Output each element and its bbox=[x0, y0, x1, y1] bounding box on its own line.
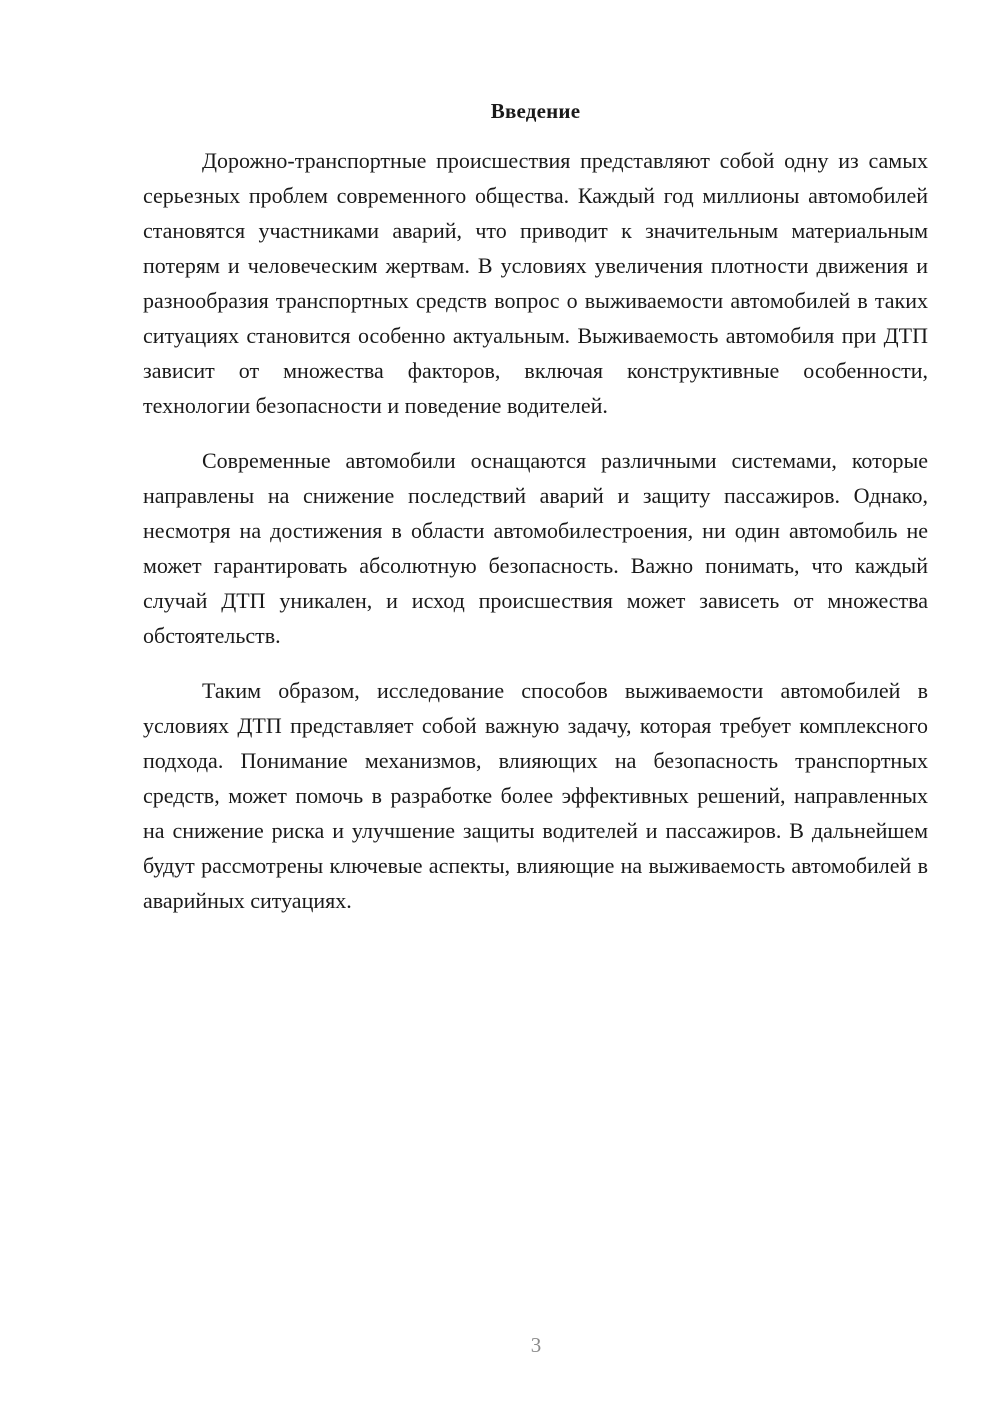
paragraph-3: Таким образом, исследование способов выживаемости автомобилей в условиях ДТП представляет собой важную задачу, которая требует комплексного подхода. Понимание механизмов, влияющих на безопасность транспортных средств, может помочь в разработке более эффективных решений, направленных на снижение риска и улучшение защиты водителей и пассажиров. В дальнейшем будут рассмотрены ключевые аспекты, влияющие на выживаемость автомобилей в аварийных ситуациях. bbox=[143, 678, 928, 913]
paragraph-2: Современные автомобили оснащаются различными системами, которые направлены на снижение последствий аварий и защиту пассажиров. Однако, несмотря на достижения в области автомобилестроения, ни один автомобиль не может гарантировать абсолютную безопасность. Важно понимать, что каждый случай ДТП уникален, и исход происшествия может зависеть от множества обстоятельств. bbox=[143, 448, 928, 648]
section-heading: Введение bbox=[490, 99, 581, 123]
paragraph-1: Дорожно-транспортные происшествия представляют собой одну из самых серьезных проблем современного общества. Каждый год миллионы автомобилей становятся участниками аварий, что приводит к значительным материальным потерям и человеческим жертвам. В условиях увеличения плотности движения и разнообразия транспортных средств вопрос о выживаемости автомобилей в таких ситуациях становится особенно актуальным. Выживаемость автомобиля при ДТП зависит от множества факторов, включая конструктивные особенности, технологии безопасности и поведение водителей. bbox=[143, 148, 928, 418]
body-text bbox=[143, 143, 928, 938]
page-number: 3 bbox=[530, 1333, 542, 1357]
